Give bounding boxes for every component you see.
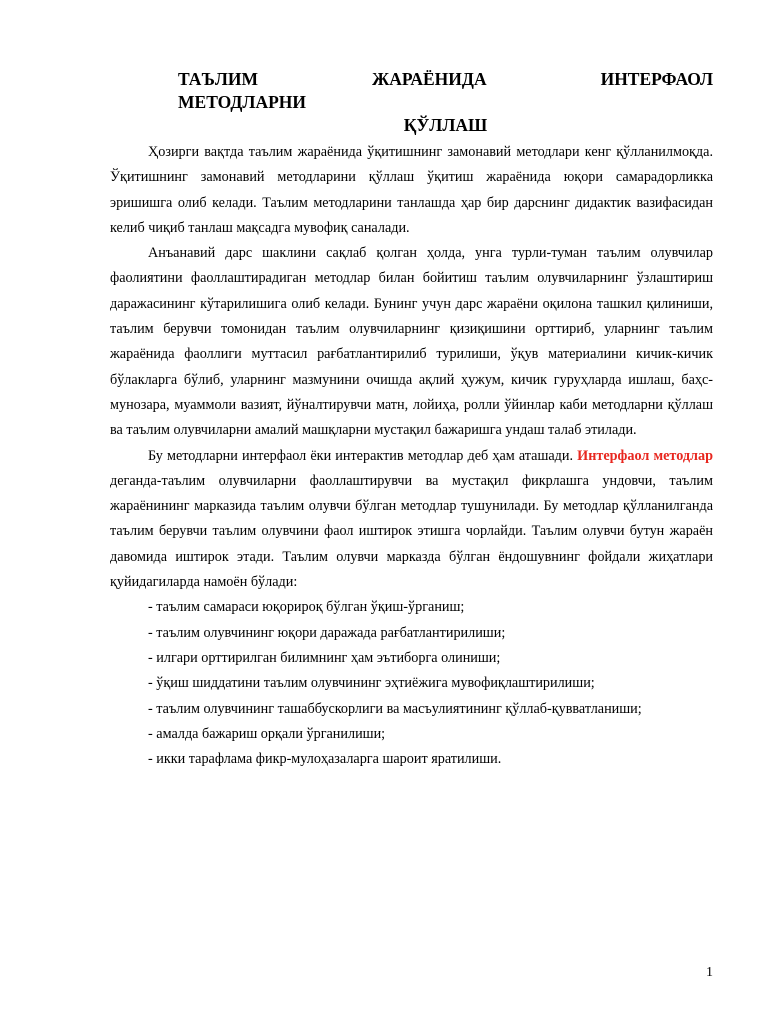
title-line-1 bbox=[178, 68, 713, 91]
document-body bbox=[110, 140, 713, 772]
paragraph-1: Ҳозирги вақтда таълим жараёнида ўқитишнинг замонавий методлари кенг қўлланилмоқда. Ўқитишнинг замонавий методларини қўллаш ўқитиш жараёнида юқори самарадорликка эришишга олиб келади. Таълим методларини танлашда ҳар бир дарснинг дидактик вазифасидан келиб чиқиб танлаш мақсадга мувофиқ саналади. bbox=[110, 144, 713, 236]
benefits-list bbox=[110, 595, 713, 772]
list-item: - илгари орттирилган билимнинг ҳам эътиборга олиниши; bbox=[148, 649, 501, 666]
title-line-3: ҚЎЛЛАШ bbox=[403, 115, 488, 135]
list-item: - таълим олувчининг юқори даражада рағбатлантирилиши; bbox=[148, 624, 506, 641]
title-word-1: ТАЪЛИМ bbox=[178, 69, 258, 89]
paragraph-3-start: Бу методларни интерфаол ёки интерактив методлар деб ҳам аташади. bbox=[148, 447, 578, 464]
paragraph-2: Анъанавий дарс шаклини сақлаб қолган ҳолда, унга турли-туман таълим олувчилар фаолиятини фаоллаштирадиган методлар билан бойитиш таълим олувчиларнинг ўзлаштириш даражасининг кўтарилишига олиб келади. Бунинг учун дарс жараёни оқилона ташкил қилиниши, таълим берувчи томонидан таълим олувчиларнинг қизиқишини орттириб, уларнинг таълим жараёнида фаоллиги муттасил рағбатлантирилиб турилиши, ўқув материалини кичик-кичик бўлакларга бўлиб, уларнинг мазмунини очишда ақлий ҳужум, кичик гуруҳларда ишлаш, баҳс-мунозара, муаммоли вазият, йўналтирувчи матн, лойиҳа, ролли ўйинлар каби методларни қўллаш ва таълим олувчиларни амалий машқларни мустақил бажаришга ундаш талаб этилади. bbox=[110, 245, 713, 439]
highlighted-term: Интерфаол методлар bbox=[577, 447, 713, 464]
list-item: - икки тарафлама фикр-мулоҳазаларга шароит яратилиши. bbox=[148, 751, 502, 768]
list-item: - ўқиш шиддатини таълим олувчининг эҳтиёжига мувофиқлаштирилиши; bbox=[148, 675, 595, 692]
document-title bbox=[148, 68, 713, 139]
title-line-2: МЕТОДЛАРНИ bbox=[178, 92, 307, 112]
page-number: 1 bbox=[706, 965, 713, 980]
title-word-2: ЖАРАЁНИДА bbox=[371, 69, 487, 89]
list-item: - амалда бажариш орқали ўрганилиши; bbox=[148, 725, 386, 742]
paragraph-3 bbox=[110, 444, 713, 596]
title-word-3: ИНТЕРФАОЛ bbox=[600, 69, 714, 89]
list-item: - таълим самараси юқорироқ бўлган ўқиш-ўрганиш; bbox=[148, 599, 465, 616]
list-item: - таълим олувчининг ташаббускорлиги ва масъулиятининг қўллаб-қувватланиши; bbox=[148, 700, 642, 717]
paragraph-3-end: деганда-таълим олувчиларни фаоллаштирувчи ва мустақил фикрлашга ундовчи, таълим жараёнининг марказида таълим олувчи бўлган методлар тушунилади. Бу методлар қўлланилганда таълим берувчи таълим олувчини фаол иштирок этишга чорлайди. Таълим олувчи бутун жараён давомида иштирок этади. Таълим олувчи марказда бўлган ёндошувнинг фойдали жиҳатлари қуйидагиларда намоён бўлади: bbox=[110, 472, 713, 591]
